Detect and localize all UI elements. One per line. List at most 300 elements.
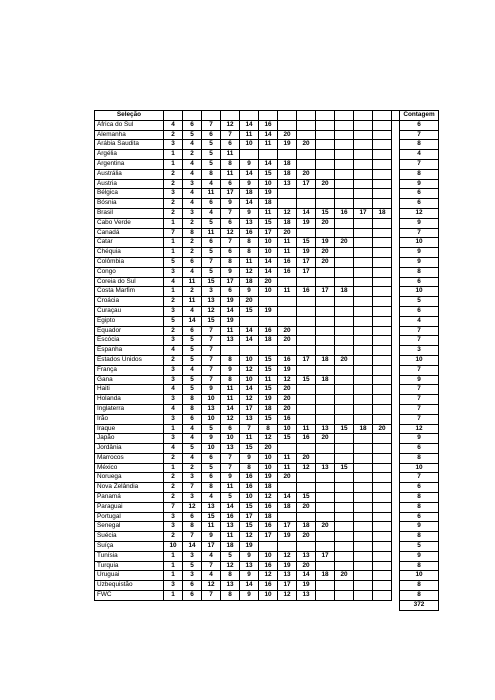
number-cell: 20: [335, 571, 354, 581]
count-cell: 8: [400, 581, 439, 591]
number-cell: 12: [259, 493, 278, 503]
number-cell: [354, 355, 373, 365]
number-cell: [354, 483, 373, 493]
spacer-cell: [392, 532, 400, 542]
count-cell: 9: [400, 248, 439, 258]
spacer-cell: [392, 414, 400, 424]
number-cell: [316, 591, 335, 601]
count-cell: 7: [400, 159, 439, 169]
number-cell: [316, 306, 335, 316]
number-cell: [335, 189, 354, 199]
number-cell: 16: [297, 434, 316, 444]
spacer-cell: [392, 375, 400, 385]
table-row: [95, 532, 439, 542]
number-cell: 7: [164, 228, 183, 238]
number-cell: [335, 199, 354, 209]
number-cell: [373, 346, 392, 356]
spacer-cell: [392, 267, 400, 277]
number-cell: [335, 483, 354, 493]
number-cell: [259, 297, 278, 307]
team-name: Argentina: [95, 159, 164, 169]
number-cell: 17: [259, 532, 278, 542]
number-cell: 2: [164, 169, 183, 179]
table-row: [95, 591, 439, 601]
spacer-cell: [392, 326, 400, 336]
number-cell: 3: [183, 208, 202, 218]
number-cell: 18: [278, 159, 297, 169]
number-cell: 7: [202, 365, 221, 375]
number-cell: 20: [316, 248, 335, 258]
number-cell: [354, 532, 373, 542]
number-cell: 14: [259, 130, 278, 140]
number-cell: [373, 257, 392, 267]
number-cell: [373, 306, 392, 316]
number-cell: 11: [221, 385, 240, 395]
spacer-cell: [392, 287, 400, 297]
number-cell: 20: [278, 404, 297, 414]
team-name: Noruega: [95, 473, 164, 483]
number-cell: [373, 444, 392, 454]
number-cell: 11: [240, 257, 259, 267]
table-row: [95, 385, 439, 395]
number-cell: [316, 228, 335, 238]
count-cell: 7: [400, 336, 439, 346]
number-cell: 10: [259, 463, 278, 473]
spacer-cell: [392, 316, 400, 326]
number-cell: [297, 189, 316, 199]
spacer-cell: [392, 130, 400, 140]
number-cell: 3: [164, 395, 183, 405]
table-row: [95, 561, 439, 571]
number-cell: 3: [164, 267, 183, 277]
number-cell: 16: [278, 267, 297, 277]
count-cell: 6: [400, 512, 439, 522]
team-name: Chéquia: [95, 248, 164, 258]
number-cell: 20: [316, 522, 335, 532]
number-cell: 9: [240, 551, 259, 561]
number-cell: 10: [259, 453, 278, 463]
number-cell: [316, 189, 335, 199]
number-cell: 10: [221, 434, 240, 444]
number-cell: 11: [221, 169, 240, 179]
number-cell: [373, 150, 392, 160]
number-cell: 20: [259, 277, 278, 287]
number-cell: [373, 561, 392, 571]
number-cell: 11: [259, 140, 278, 150]
number-cell: [354, 512, 373, 522]
number-cell: 11: [183, 277, 202, 287]
header-row: [95, 111, 439, 121]
number-cell: [316, 542, 335, 552]
table-row: [95, 316, 439, 326]
number-cell: 5: [183, 561, 202, 571]
number-cell: 3: [164, 375, 183, 385]
count-cell: 7: [400, 228, 439, 238]
number-cell: [316, 140, 335, 150]
number-cell: 13: [221, 581, 240, 591]
number-cell: [373, 463, 392, 473]
number-cell: [373, 551, 392, 561]
number-cell: 11: [297, 424, 316, 434]
team-name: África do Sul: [95, 120, 164, 130]
number-cell: [335, 159, 354, 169]
total-count: 372: [400, 600, 439, 610]
number-cell: 16: [240, 483, 259, 493]
count-cell: 6: [400, 189, 439, 199]
number-cell: [373, 581, 392, 591]
number-cell: 8: [183, 228, 202, 238]
number-cell: [297, 228, 316, 238]
number-cell: 7: [221, 208, 240, 218]
spacer-cell: [392, 218, 400, 228]
number-cell: 16: [335, 208, 354, 218]
number-cell: 1: [164, 150, 183, 160]
number-cell: 5: [183, 385, 202, 395]
number-cell: [373, 414, 392, 424]
number-cell: [335, 444, 354, 454]
number-cell: [259, 346, 278, 356]
number-cell: 11: [221, 326, 240, 336]
number-cell: 15: [259, 355, 278, 365]
number-cell: 9: [221, 267, 240, 277]
number-cell: [373, 297, 392, 307]
number-cell: [335, 150, 354, 160]
team-name: Portugal: [95, 512, 164, 522]
number-cell: 12: [259, 434, 278, 444]
number-cell: 6: [183, 591, 202, 601]
count-cell: 4: [400, 150, 439, 160]
count-cell: 9: [400, 434, 439, 444]
number-cell: [335, 395, 354, 405]
team-name: Gana: [95, 375, 164, 385]
number-cell: 10: [240, 375, 259, 385]
number-cell: 15: [240, 502, 259, 512]
number-cell: 6: [183, 120, 202, 130]
number-cell: 10: [240, 140, 259, 150]
number-cell: [373, 434, 392, 444]
number-cell: [278, 189, 297, 199]
number-cell: 17: [354, 208, 373, 218]
number-cell: [278, 346, 297, 356]
table-row: [95, 179, 439, 189]
spacer-cell: [392, 522, 400, 532]
number-cell: 20: [297, 502, 316, 512]
number-cell: [354, 179, 373, 189]
spacer-cell: [392, 189, 400, 199]
number-cell: 18: [373, 208, 392, 218]
number-cell: 18: [278, 502, 297, 512]
number-cell: [297, 404, 316, 414]
table-row: [95, 551, 439, 561]
table-row: [95, 346, 439, 356]
team-name: Curaçau: [95, 306, 164, 316]
number-cell: 15: [259, 414, 278, 424]
number-cell: 7: [221, 453, 240, 463]
team-name: Uzbequistão: [95, 581, 164, 591]
number-cell: 4: [202, 208, 221, 218]
number-cell: [259, 150, 278, 160]
number-cell: 1: [164, 159, 183, 169]
number-cell: 10: [259, 591, 278, 601]
number-cell: 16: [278, 355, 297, 365]
number-cell: [335, 218, 354, 228]
number-cell: 19: [297, 581, 316, 591]
spacer-cell: [392, 169, 400, 179]
number-cell: 14: [221, 502, 240, 512]
number-cell: 14: [297, 571, 316, 581]
table-row: [95, 257, 439, 267]
spacer-cell: [392, 483, 400, 493]
number-cell: 2: [164, 199, 183, 209]
number-cell: 6: [183, 581, 202, 591]
number-cell: [297, 306, 316, 316]
number-cell: [278, 483, 297, 493]
spacer-cell: [392, 346, 400, 356]
number-cell: 3: [164, 365, 183, 375]
number-cell: [354, 199, 373, 209]
number-cell: 2: [164, 473, 183, 483]
number-cell: [316, 444, 335, 454]
number-cell: 14: [183, 316, 202, 326]
table-row: [95, 218, 439, 228]
table-row: [95, 473, 439, 483]
number-cell: 11: [278, 248, 297, 258]
number-cell: 20: [316, 218, 335, 228]
team-name: Nova Zelândia: [95, 483, 164, 493]
number-cell: [335, 120, 354, 130]
number-cell: 9: [202, 434, 221, 444]
number-cell: [335, 522, 354, 532]
number-cell: [354, 444, 373, 454]
number-cell: 2: [164, 130, 183, 140]
table-row: [95, 199, 439, 209]
number-cell: 18: [240, 189, 259, 199]
number-cell: 18: [278, 169, 297, 179]
spacer-cell: [392, 365, 400, 375]
number-cell: [354, 150, 373, 160]
number-cell: 17: [240, 512, 259, 522]
number-cell: 11: [259, 208, 278, 218]
number-cell: [373, 404, 392, 414]
number-cell: 5: [183, 355, 202, 365]
count-cell: 4: [400, 316, 439, 326]
number-cell: 18: [259, 336, 278, 346]
number-cell: 5: [202, 218, 221, 228]
number-cell: [297, 316, 316, 326]
number-cell: [335, 346, 354, 356]
count-cell: 8: [400, 267, 439, 277]
number-cell: [354, 493, 373, 503]
table-row: [95, 130, 439, 140]
number-cell: [354, 228, 373, 238]
number-cell: 10: [202, 444, 221, 454]
number-cell: 20: [278, 336, 297, 346]
number-cell: 18: [259, 404, 278, 414]
table-row: [95, 571, 439, 581]
number-cell: 5: [202, 248, 221, 258]
number-cell: [373, 493, 392, 503]
number-cell: [354, 453, 373, 463]
number-cell: 6: [202, 453, 221, 463]
number-cell: 1: [164, 218, 183, 228]
number-cell: [335, 248, 354, 258]
number-cell: [335, 532, 354, 542]
number-cell: 17: [316, 287, 335, 297]
number-cell: 20: [278, 473, 297, 483]
number-cell: [354, 395, 373, 405]
number-cell: 1: [164, 248, 183, 258]
count-cell: 9: [400, 551, 439, 561]
table-row: [95, 189, 439, 199]
number-cell: 17: [259, 228, 278, 238]
number-cell: 17: [297, 179, 316, 189]
number-cell: 18: [278, 218, 297, 228]
spacer-cell: [392, 591, 400, 601]
number-cell: 19: [259, 473, 278, 483]
number-cell: 15: [259, 169, 278, 179]
number-cell: 16: [259, 581, 278, 591]
number-cell: 3: [164, 336, 183, 346]
spacer-cell: [392, 306, 400, 316]
number-cell: 19: [259, 395, 278, 405]
table-row: [95, 581, 439, 591]
team-name: Egipto: [95, 316, 164, 326]
count-cell: 8: [400, 561, 439, 571]
number-cell: 12: [240, 532, 259, 542]
team-name: Japão: [95, 434, 164, 444]
team-name: Paraguai: [95, 502, 164, 512]
selection-count-table: [94, 110, 439, 611]
table-row: [95, 502, 439, 512]
number-cell: [373, 238, 392, 248]
number-cell: 8: [240, 463, 259, 473]
number-cell: 18: [240, 277, 259, 287]
number-cell: 4: [164, 277, 183, 287]
spacer-cell: [392, 257, 400, 267]
number-cell: 18: [316, 571, 335, 581]
number-cell: [240, 346, 259, 356]
team-name: Cabo Verde: [95, 218, 164, 228]
number-cell: [373, 199, 392, 209]
number-cell: 19: [240, 542, 259, 552]
number-cell: [354, 365, 373, 375]
number-cell: 9: [240, 179, 259, 189]
number-cell: [316, 414, 335, 424]
number-cell: [354, 502, 373, 512]
number-cell: 2: [183, 238, 202, 248]
team-name: Holanda: [95, 395, 164, 405]
count-cell: 6: [400, 444, 439, 454]
number-cell: 14: [240, 326, 259, 336]
number-cell: 8: [221, 375, 240, 385]
count-cell: 7: [400, 365, 439, 375]
number-cell: [354, 169, 373, 179]
count-cell: 7: [400, 473, 439, 483]
count-header: Contagem: [400, 111, 439, 121]
number-cell: 15: [297, 238, 316, 248]
number-cell: 17: [297, 257, 316, 267]
number-cell: 12: [202, 306, 221, 316]
spacer-cell: [392, 150, 400, 160]
spacer-cell: [392, 581, 400, 591]
blank-cell: [335, 600, 354, 610]
number-cell: [278, 542, 297, 552]
number-cell: 19: [297, 218, 316, 228]
number-cell: 2: [183, 463, 202, 473]
number-cell: 8: [221, 591, 240, 601]
number-cell: 3: [183, 179, 202, 189]
number-cell: [354, 130, 373, 140]
number-cell: [354, 297, 373, 307]
number-cell: 5: [202, 267, 221, 277]
team-name: Iraque: [95, 424, 164, 434]
number-cell: 4: [183, 434, 202, 444]
number-cell: [297, 326, 316, 336]
number-cell: 7: [202, 346, 221, 356]
number-cell: [354, 346, 373, 356]
number-cell: 8: [240, 238, 259, 248]
number-cell: 13: [297, 551, 316, 561]
number-cell: 11: [259, 375, 278, 385]
team-name: FWC: [95, 591, 164, 601]
number-cell: 19: [278, 365, 297, 375]
number-cell: 15: [335, 424, 354, 434]
number-cell: 13: [221, 522, 240, 532]
team-name: Alemanha: [95, 130, 164, 140]
count-cell: 9: [400, 257, 439, 267]
number-cell: 7: [202, 120, 221, 130]
team-name: França: [95, 365, 164, 375]
count-cell: 7: [400, 414, 439, 424]
number-cell: [316, 532, 335, 542]
number-cell: 2: [183, 218, 202, 228]
number-cell: [373, 542, 392, 552]
number-cell: [335, 228, 354, 238]
number-cell: 3: [164, 140, 183, 150]
number-cell: 13: [297, 591, 316, 601]
count-cell: 6: [400, 120, 439, 130]
number-cell: [335, 542, 354, 552]
number-cell: [297, 277, 316, 287]
number-cell: [278, 277, 297, 287]
number-cell: 15: [278, 434, 297, 444]
number-cell: 1: [164, 571, 183, 581]
number-cell: 2: [164, 297, 183, 307]
number-cell: 13: [202, 404, 221, 414]
number-cell: 5: [183, 130, 202, 140]
number-cell: 20: [297, 140, 316, 150]
number-cell: [354, 140, 373, 150]
number-cell: [354, 551, 373, 561]
number-cell: [354, 218, 373, 228]
number-cell: [373, 502, 392, 512]
number-cell: 19: [316, 238, 335, 248]
number-cell: 3: [164, 306, 183, 316]
number-cell: 3: [183, 571, 202, 581]
count-cell: 12: [400, 208, 439, 218]
number-cell: 8: [221, 159, 240, 169]
number-cell: 3: [164, 414, 183, 424]
number-cell: 16: [259, 502, 278, 512]
number-cell: 18: [259, 199, 278, 209]
count-cell: 9: [400, 375, 439, 385]
table-row: [95, 424, 439, 434]
number-cell: 11: [221, 532, 240, 542]
number-cell: 15: [240, 522, 259, 532]
number-cell: 12: [259, 571, 278, 581]
number-cell: 20: [297, 532, 316, 542]
count-cell: 10: [400, 463, 439, 473]
